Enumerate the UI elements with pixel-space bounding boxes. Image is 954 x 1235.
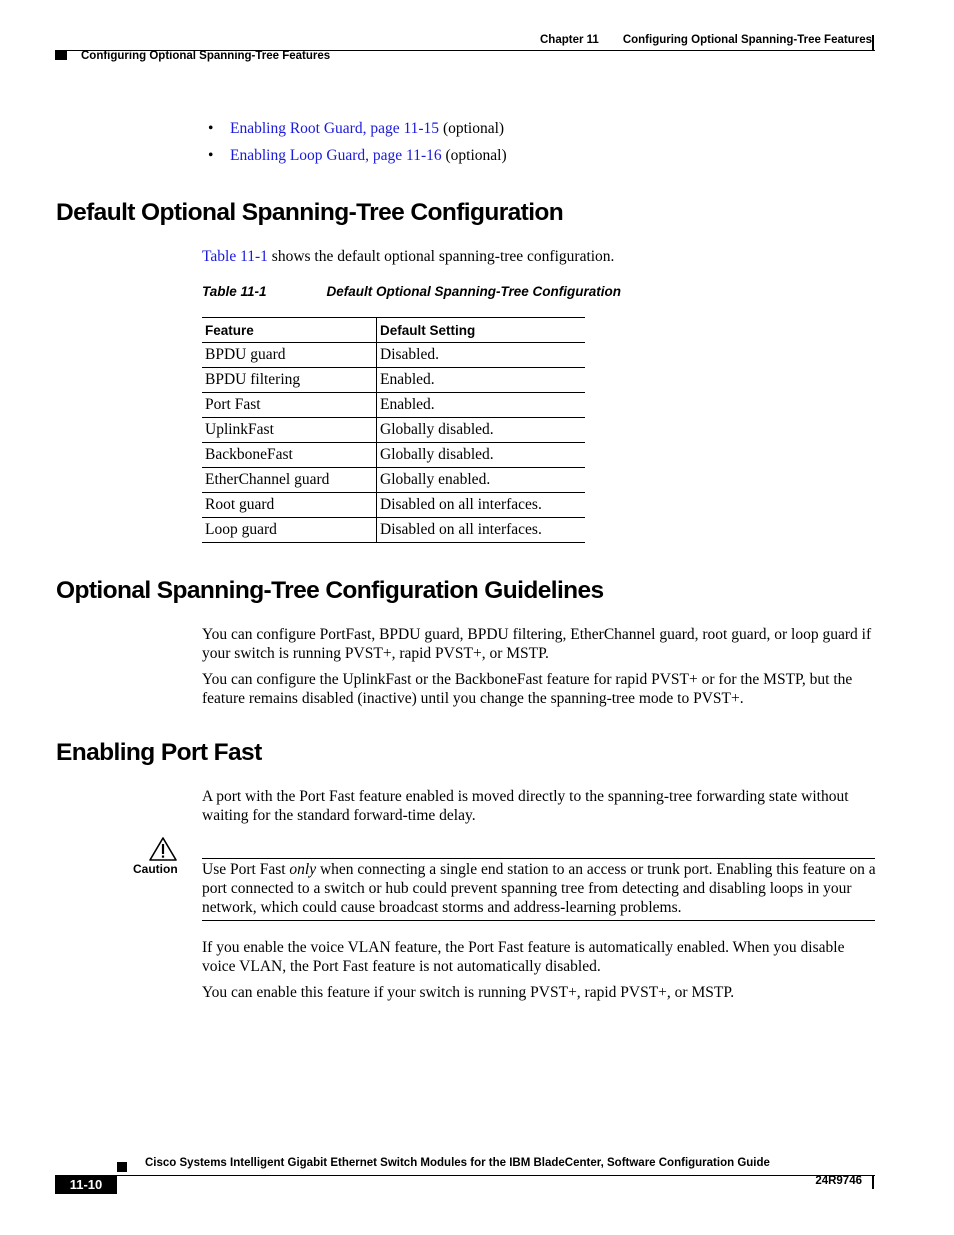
setting-cell: Globally enabled. <box>377 468 586 493</box>
bullet-suffix: (optional) <box>441 147 507 164</box>
guidelines-paragraph-2: You can configure the UplinkFast or the BackboneFast feature for rapid PVST+ or for the MSTP, but the feature remains disabled (inactive) until you change the spanning-tree mode to PVST+. <box>202 671 853 707</box>
feature-cell: Port Fast <box>202 393 377 418</box>
port-fast-paragraph-3: You can enable this feature if your switch is running PVST+, rapid PVST+, or MSTP. <box>202 984 735 1001</box>
caution-text-start: Use Port Fast <box>202 861 290 878</box>
guidelines-paragraph-1: You can configure PortFast, BPDU guard, BPDU filtering, EtherChannel guard, root guard, or loop guard if your switch is running PVST+, rapid PVST+, or MSTP. <box>202 626 872 662</box>
caution-rule-top <box>202 858 875 859</box>
caution-label: Caution <box>133 862 178 876</box>
setting-cell: Globally disabled. <box>377 443 586 468</box>
table-label: Table 11-1 <box>202 284 267 299</box>
header-bar <box>872 35 874 51</box>
table-row <box>202 443 585 468</box>
feature-cell: Root guard <box>202 493 377 518</box>
header-marker <box>55 50 67 60</box>
table-row <box>202 518 585 543</box>
setting-cell: Disabled on all interfaces. <box>377 518 586 543</box>
table-row <box>202 418 585 443</box>
running-header-section: Configuring Optional Spanning-Tree Features <box>81 50 331 62</box>
bullet-icon: • <box>208 147 214 164</box>
footer-bar <box>872 1175 874 1189</box>
chapter-number: Chapter 11 <box>540 34 599 46</box>
feature-cell: UplinkFast <box>202 418 377 443</box>
table-row <box>202 368 585 393</box>
column-header-default: Default Setting <box>377 318 586 343</box>
table-intro-text: shows the default optional spanning-tree configuration. <box>267 248 615 265</box>
footer-book-title: Cisco Systems Intelligent Gigabit Ethernet Switch Modules for the IBM BladeCenter, Software Configuration Guide <box>145 1157 770 1169</box>
running-header-chapter <box>540 34 872 46</box>
bullet-icon: • <box>208 120 214 137</box>
table-title: Default Optional Spanning-Tree Configuration <box>326 284 622 299</box>
table-row <box>202 468 585 493</box>
feature-cell: BPDU guard <box>202 343 377 368</box>
table-row <box>202 343 585 368</box>
setting-cell: Disabled on all interfaces. <box>377 493 586 518</box>
footer-rule <box>55 1175 875 1176</box>
footer-marker <box>117 1162 127 1172</box>
caution-rule-bottom <box>202 920 875 921</box>
section-heading-port-fast: Enabling Port Fast <box>56 739 262 766</box>
caution-icon <box>148 836 178 862</box>
default-config-table <box>202 317 585 543</box>
root-guard-link[interactable]: Enabling Root Guard, page 11-15 <box>230 120 440 137</box>
document-number: 24R9746 <box>815 1175 862 1187</box>
list-item <box>208 120 507 147</box>
port-fast-paragraph-1: A port with the Port Fast feature enabled is moved directly to the spanning-tree forwarding state without waiting for the standard forward-time delay. <box>202 788 849 824</box>
table-reference-link[interactable]: Table 11-1 <box>202 248 268 265</box>
caution-text-end: when connecting a single end station to an access or trunk port. Enabling this feature on a port connected to a switch or hub could prevent spanning tree from detecting and disabling loops in your network, which could cause broadcast storms and address-learning problems. <box>202 861 876 916</box>
table-intro <box>202 247 876 266</box>
feature-cell: BPDU filtering <box>202 368 377 393</box>
caution-text <box>202 860 876 917</box>
setting-cell: Enabled. <box>377 393 586 418</box>
setting-cell: Disabled. <box>377 343 586 368</box>
port-fast-paragraph-2: If you enable the voice VLAN feature, the Port Fast feature is automatically enabled. When you disable voice VLAN, the Port Fast feature is not automatically disabled. <box>202 939 845 975</box>
table-row <box>202 493 585 518</box>
table-header-row <box>202 318 585 343</box>
feature-cell: EtherChannel guard <box>202 468 377 493</box>
bullet-list <box>208 120 507 174</box>
table-row <box>202 393 585 418</box>
setting-cell: Enabled. <box>377 368 586 393</box>
loop-guard-link[interactable]: Enabling Loop Guard, page 11-16 <box>230 147 442 164</box>
feature-cell: BackboneFast <box>202 443 377 468</box>
feature-cell: Loop guard <box>202 518 377 543</box>
table-caption <box>202 284 621 299</box>
section-heading-guidelines: Optional Spanning-Tree Configuration Guidelines <box>56 577 604 604</box>
bullet-suffix: (optional) <box>439 120 505 137</box>
chapter-title: Configuring Optional Spanning-Tree Features <box>622 34 872 46</box>
setting-cell: Globally disabled. <box>377 418 586 443</box>
caution-emphasis: only <box>289 861 317 878</box>
column-header-feature: Feature <box>202 318 377 343</box>
section-heading-default-config: Default Optional Spanning-Tree Configuration <box>56 199 564 226</box>
page-number: 11-10 <box>55 1175 117 1194</box>
list-item <box>208 147 507 174</box>
